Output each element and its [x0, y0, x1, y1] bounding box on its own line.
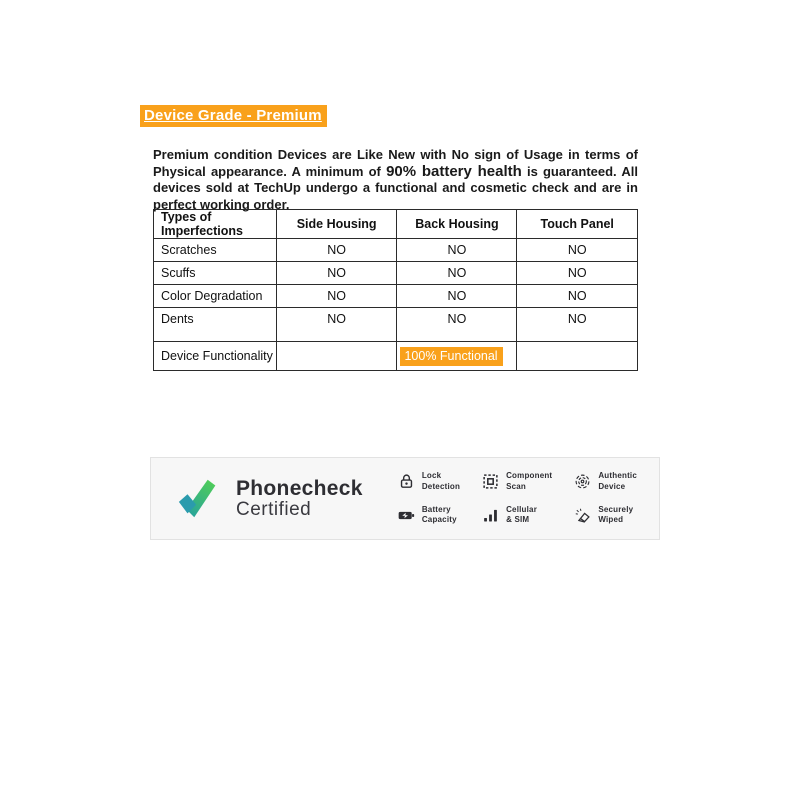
component-scan-icon: [482, 473, 499, 490]
feature-battery-capacity: [398, 505, 460, 526]
column-header-imperfections: Types of Imperfections: [154, 210, 277, 239]
functional-highlight: 100% Functional: [400, 347, 502, 366]
feature-label: Securely Wiped: [598, 505, 634, 525]
cell-value: NO: [276, 308, 397, 342]
row-label: Scuffs: [154, 262, 277, 285]
cell-value: [276, 342, 397, 371]
feature-authentic-device: [574, 471, 637, 492]
feature-cellular-sim: [482, 505, 552, 526]
feature-label: Lock Detection: [421, 471, 461, 491]
phonecheck-logo-text: [236, 478, 363, 520]
description-part2: is guaranteed. All devices sold at TechUp undergo a functional and cosmetic check and are in perfect working order.: [153, 163, 638, 212]
feature-label: Battery Capacity: [421, 505, 457, 525]
feature-lock-detection: [398, 471, 460, 492]
fingerprint-icon: [574, 473, 591, 490]
certification-features: [398, 471, 637, 526]
row-label: Dents: [154, 308, 277, 342]
checkmark-icon: [176, 475, 224, 523]
cell-functional: [397, 342, 517, 371]
cell-value: NO: [397, 262, 517, 285]
battery-health-emphasis: 90% battery health: [386, 162, 522, 180]
cell-value: NO: [397, 285, 517, 308]
phonecheck-brand: Phonecheck: [236, 476, 363, 500]
table-row-scratches: [154, 239, 638, 262]
cell-value: NO: [276, 239, 397, 262]
page-title: Device Grade - Premium: [140, 105, 327, 127]
row-label: Scratches: [154, 239, 277, 262]
column-header-touch-panel: Touch Panel: [517, 210, 638, 239]
cell-value: NO: [517, 308, 638, 342]
table-row-color-degradation: [154, 285, 638, 308]
table-row-device-functionality: [154, 342, 638, 371]
lock-icon: [398, 473, 415, 490]
cell-value: NO: [517, 285, 638, 308]
cell-value: NO: [397, 239, 517, 262]
signal-bars-icon: [482, 507, 499, 524]
imperfections-table: [153, 209, 638, 371]
feature-label: Authentic Device: [598, 471, 637, 491]
wipe-icon: [574, 507, 591, 524]
cell-value: [517, 342, 638, 371]
table-row-dents: [154, 308, 638, 342]
column-header-back-housing: Back Housing: [397, 210, 517, 239]
battery-icon: [398, 507, 415, 524]
phonecheck-logo: [176, 475, 363, 523]
feature-label: Cellular & SIM: [506, 505, 538, 525]
table-row-scuffs: [154, 262, 638, 285]
cell-value: NO: [276, 262, 397, 285]
feature-component-scan: [482, 471, 552, 492]
description-part1: Premium condition Devices are Like New with No sign of Usage in terms of Physical appearance. A minimum of: [153, 147, 638, 179]
row-label: Device Functionality: [154, 342, 277, 371]
table-header-row: [154, 210, 638, 239]
phonecheck-subtitle: Certified: [236, 498, 312, 520]
phonecheck-certified-banner: [150, 457, 660, 540]
column-header-side-housing: Side Housing: [276, 210, 397, 239]
cell-value: NO: [517, 262, 638, 285]
cell-value: NO: [276, 285, 397, 308]
cell-value: NO: [397, 308, 517, 342]
cell-value: NO: [517, 239, 638, 262]
feature-label: Component Scan: [506, 471, 553, 491]
description-paragraph: [153, 147, 638, 213]
feature-securely-wiped: [574, 505, 637, 526]
row-label: Color Degradation: [154, 285, 277, 308]
